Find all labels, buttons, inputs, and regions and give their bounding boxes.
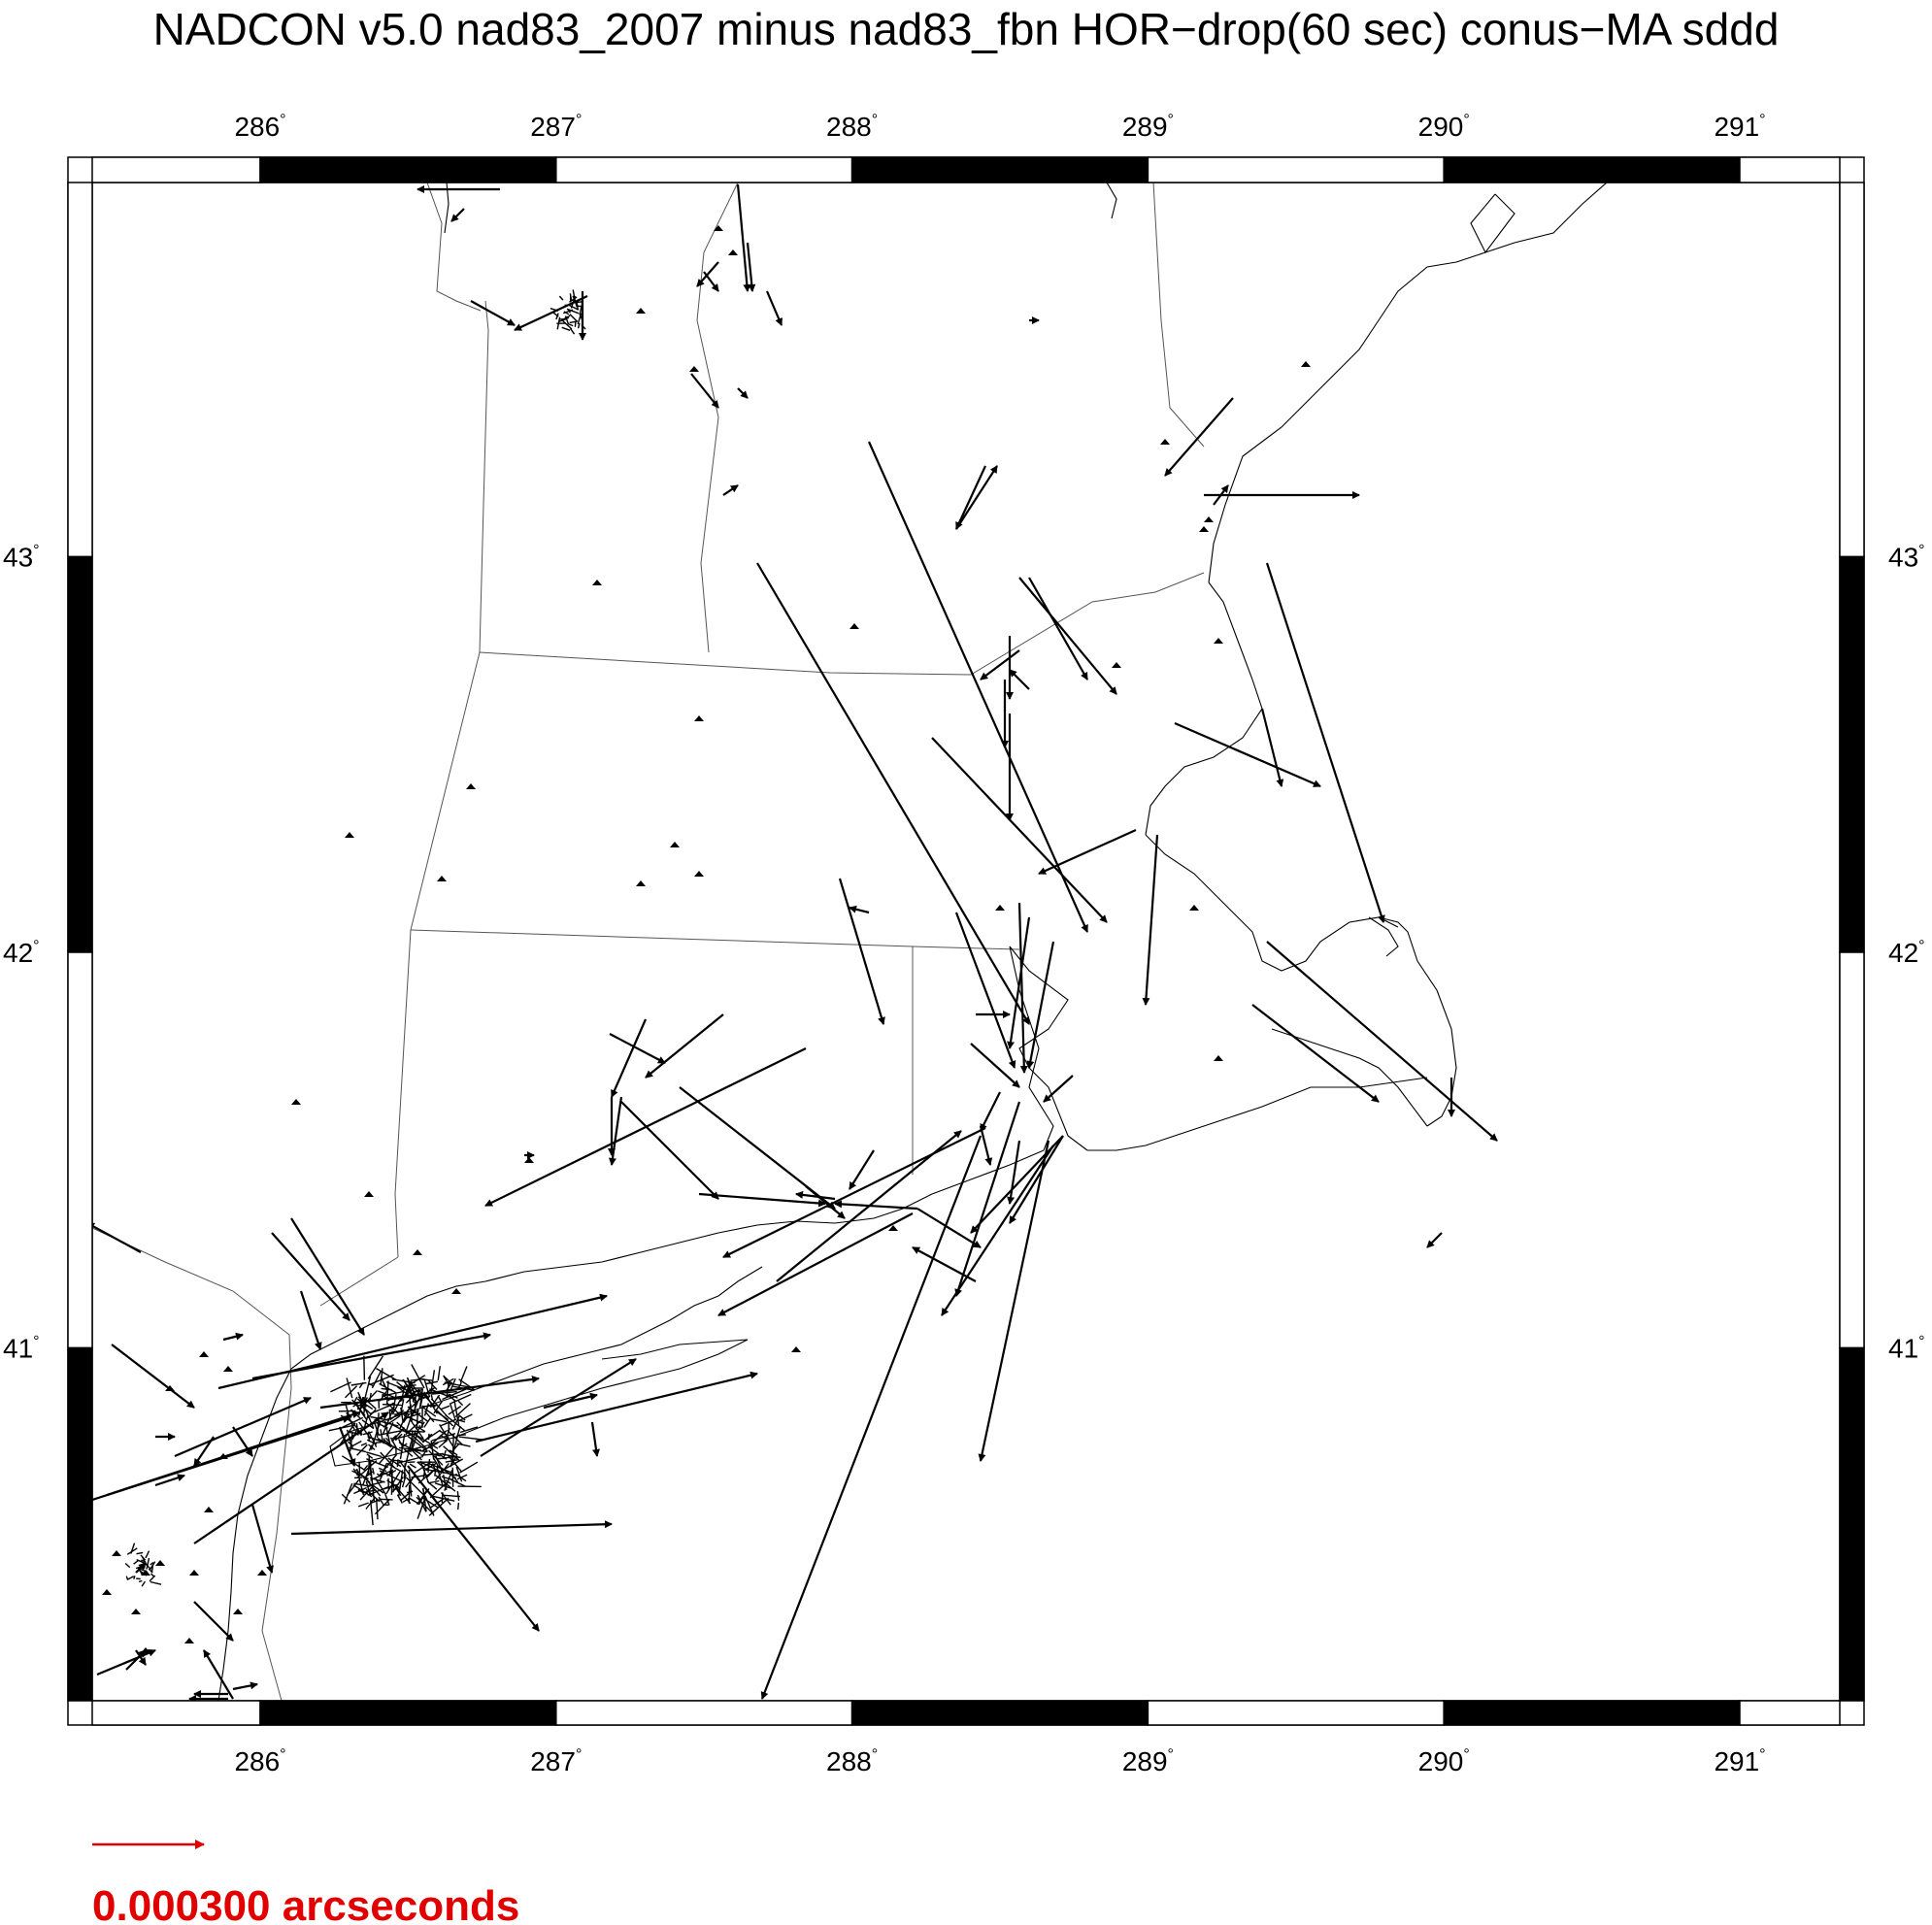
- vector-arrowhead: [155, 1560, 165, 1566]
- frame-top-segment: [1444, 157, 1740, 183]
- displacement-vector: [291, 1218, 364, 1335]
- vector-arrowhead: [1160, 439, 1170, 445]
- lat-tick-label-left: 42°: [3, 938, 40, 968]
- cluster-vector: [458, 1401, 463, 1406]
- cluster-vector: [368, 1437, 389, 1444]
- cluster-vector: [126, 1577, 127, 1580]
- frame-bottom-segment: [1444, 1701, 1740, 1725]
- frame-top-segment: [260, 157, 556, 183]
- displacement-vector: [757, 563, 1029, 1024]
- displacement-vector: [1262, 709, 1282, 786]
- displacement-vector: [956, 913, 1015, 1068]
- lon-tick-label-top: 289°: [1121, 112, 1174, 142]
- vector-arrowhead: [714, 225, 723, 231]
- lat-tick-label-right: 43°: [1888, 542, 1925, 573]
- frame-bottom-segment: [1740, 1701, 1840, 1725]
- cluster-vector: [134, 1576, 135, 1578]
- cluster-vector: [359, 1462, 360, 1473]
- cluster-vector: [392, 1428, 405, 1443]
- displacement-vector: [748, 243, 752, 291]
- frame-right-segment: [1840, 183, 1864, 557]
- displacement-vector: [476, 1374, 757, 1442]
- ny-vt-north: [427, 183, 481, 311]
- cluster-vector: [397, 1412, 409, 1413]
- displacement-vector: [592, 1422, 597, 1456]
- tick-labels: [3, 112, 1925, 1776]
- vector-arrowhead: [413, 1249, 422, 1255]
- frame-bottom-segment: [556, 1701, 852, 1725]
- frame-bottom-segment: [1148, 1701, 1444, 1725]
- cluster-vector: [351, 1382, 367, 1385]
- frame-top-segment: [92, 157, 260, 183]
- displacement-vector: [175, 1398, 311, 1456]
- vector-arrowhead: [728, 249, 738, 255]
- displacement-vector: [194, 1602, 233, 1641]
- vector-arrowhead: [257, 1570, 267, 1576]
- cluster-vector: [352, 1442, 362, 1446]
- cluster-vector: [330, 1382, 350, 1392]
- lon-tick-label-bottom: 291°: [1714, 1746, 1766, 1776]
- displacement-vector: [301, 1291, 320, 1349]
- cluster-vector: [459, 1437, 483, 1440]
- frame-top-segment: [852, 157, 1149, 183]
- vector-arrowhead: [223, 1366, 233, 1372]
- displacement-vector: [612, 1097, 621, 1165]
- displacement-vector: [762, 1136, 981, 1699]
- maine-island: [1471, 194, 1515, 252]
- vector-arrowhead: [636, 880, 646, 886]
- lon-tick-label-bottom: 287°: [530, 1746, 583, 1776]
- cluster-vector: [460, 1462, 478, 1473]
- cluster-vector: [380, 1499, 393, 1500]
- vector-arrowhead: [636, 308, 646, 314]
- long-island-south-fork: [602, 1340, 748, 1359]
- vector-arrowhead: [689, 366, 699, 372]
- vector-arrowhead: [592, 580, 602, 585]
- cluster-vector: [410, 1464, 416, 1468]
- cluster-vector: [435, 1471, 436, 1477]
- cape-cod-tip: [1369, 917, 1398, 956]
- cluster-vector: [384, 1438, 385, 1444]
- vector-arrowhead: [1112, 662, 1121, 668]
- vector-arrowhead: [345, 832, 354, 838]
- cluster-vector: [137, 1552, 144, 1553]
- frame-right-segment: [1840, 952, 1864, 1348]
- cluster-vector: [139, 1581, 142, 1582]
- state-boundaries: [92, 183, 1204, 1701]
- displacement-vector: [718, 1213, 913, 1315]
- cluster-vector: [416, 1410, 417, 1429]
- lon-tick-label-top: 291°: [1714, 112, 1766, 142]
- cluster-vector: [150, 1576, 155, 1581]
- cluster-vector: [570, 315, 577, 321]
- cluster-vector: [458, 1420, 465, 1422]
- lat-tick-label-left: 43°: [3, 542, 40, 573]
- cluster-vector: [460, 1367, 467, 1383]
- nj-coast: [218, 1369, 291, 1701]
- cluster-vector: [125, 1564, 130, 1568]
- displacement-vector: [869, 442, 1087, 932]
- cape-cod-south: [1087, 1078, 1427, 1150]
- displacement-vector: [646, 1014, 723, 1078]
- displacement-vector: [1044, 1076, 1073, 1102]
- displacement-vector: [1427, 1233, 1442, 1247]
- cluster-vector: [453, 1434, 454, 1461]
- ny-ma-border: [411, 652, 480, 930]
- displacement-vector: [1165, 398, 1233, 476]
- cluster-vector: [372, 1477, 375, 1503]
- vector-arrowhead: [184, 1638, 194, 1643]
- nh-me-border: [1153, 183, 1204, 447]
- lon-tick-label-top: 290°: [1417, 112, 1470, 142]
- vector-arrowhead: [204, 1507, 214, 1512]
- vector-arrowhead: [995, 905, 1005, 911]
- displacement-vector: [981, 1092, 1000, 1131]
- frame-bottom-segment: [852, 1701, 1149, 1725]
- cluster-vector: [342, 1456, 364, 1470]
- lon-tick-label-bottom: 289°: [1121, 1746, 1174, 1776]
- displacement-vector: [621, 1102, 718, 1199]
- maine-coast: [1209, 183, 1607, 582]
- cluster-vector: [150, 1582, 161, 1585]
- vector-arrowhead: [1189, 905, 1199, 911]
- cluster-vector: [575, 321, 576, 327]
- cluster-vector: [407, 1462, 415, 1463]
- lon-tick-label-bottom: 288°: [826, 1746, 879, 1776]
- displacement-vector: [451, 209, 464, 221]
- frame-top-segment: [556, 157, 852, 183]
- cluster-vector: [134, 1560, 139, 1564]
- displacement-vector: [840, 879, 883, 1024]
- lon-tick-label-bottom: 286°: [234, 1746, 286, 1776]
- vector-arrowhead: [524, 1157, 534, 1163]
- displacement-vector: [112, 1344, 194, 1408]
- cluster-vector: [368, 1391, 378, 1401]
- frame-right-segment: [1840, 557, 1864, 953]
- displacement-vector: [471, 301, 515, 325]
- displacement-vectors: [87, 184, 1497, 1699]
- vector-arrowhead: [451, 1288, 461, 1294]
- displacement-vector: [691, 374, 718, 408]
- cluster-vector: [571, 329, 575, 335]
- frame-inner: [92, 183, 1840, 1701]
- displacement-vector: [1146, 835, 1157, 1005]
- displacement-vector: [849, 1150, 874, 1189]
- vector-arrowhead: [364, 1191, 374, 1197]
- displacement-vector: [252, 1505, 272, 1573]
- ct-north-border: [411, 930, 913, 946]
- cluster-vector: [373, 1468, 375, 1475]
- displacement-vector: [87, 1223, 141, 1252]
- displacement-vector: [723, 1128, 985, 1257]
- displacement-vector: [835, 1204, 917, 1209]
- lon-tick-label-bottom: 290°: [1417, 1746, 1470, 1776]
- displacement-vector: [1029, 578, 1087, 680]
- vector-arrowhead: [466, 783, 476, 789]
- cluster-vector: [364, 1356, 365, 1380]
- cluster-vector: [562, 327, 570, 330]
- displacement-vector: [272, 1233, 350, 1320]
- displacement-vector: [1010, 670, 1029, 689]
- vector-arrowhead: [1214, 1055, 1223, 1061]
- frame-left-segment: [68, 1348, 92, 1702]
- cluster-vector: [404, 1415, 422, 1423]
- vector-arrowhead: [437, 876, 447, 881]
- displacement-vector: [233, 1684, 257, 1689]
- lat-tick-label-right: 42°: [1888, 938, 1925, 968]
- cluster-vector: [368, 1433, 369, 1440]
- lon-tick-label-top: 286°: [234, 112, 286, 142]
- cluster-vector: [142, 1581, 145, 1586]
- vector-arrowhead: [1301, 361, 1311, 367]
- vector-arrowhead: [291, 1099, 301, 1105]
- displacement-vector: [738, 184, 748, 291]
- cluster-vector: [570, 321, 578, 323]
- scale-label: 0.000300 arcseconds: [92, 1882, 520, 1925]
- frame-top-segment: [1740, 157, 1840, 183]
- cluster-vector: [389, 1411, 390, 1420]
- cluster-vector: [438, 1366, 440, 1380]
- vector-arrowhead: [102, 1589, 112, 1595]
- frame-bottom-segment: [92, 1701, 260, 1725]
- nj-ny-border: [92, 1228, 291, 1388]
- displacement-vector: [932, 738, 1107, 922]
- coastlines: [218, 183, 1607, 1701]
- map-area: [87, 183, 1607, 1701]
- displacement-vector: [697, 262, 718, 286]
- displacement-vector: [1175, 723, 1320, 786]
- cluster-vector: [371, 1500, 373, 1525]
- vector-arrowhead: [233, 1609, 243, 1614]
- ri-north-border: [913, 946, 1019, 949]
- cluster-vector: [369, 1455, 370, 1476]
- displacement-vector: [849, 908, 869, 913]
- displacement-vector: [738, 388, 748, 398]
- vector-arrowhead: [1214, 638, 1223, 644]
- displacement-vector: [956, 466, 985, 529]
- ny-ct-coast-border: [320, 1257, 398, 1306]
- frame-top-segment: [1148, 157, 1444, 183]
- displacement-vector: [956, 466, 997, 529]
- vector-arrowhead: [112, 1550, 121, 1556]
- cluster-vector: [368, 1356, 383, 1378]
- cluster-vector: [565, 305, 571, 306]
- nyc-dense-vector-cluster: [125, 290, 585, 1587]
- vector-arrowhead: [131, 1609, 141, 1614]
- cape-cod-inner: [1272, 1029, 1427, 1126]
- map-title: NADCON v5.0 nad83_2007 minus nad83_fbn HOR−drop(60 sec) conus−MA sddd: [152, 4, 1780, 54]
- vector-arrowhead: [1199, 526, 1209, 532]
- displacement-vector: [223, 1335, 243, 1340]
- frame-left-segment: [68, 183, 92, 557]
- lat-tick-label-left: 41°: [3, 1333, 40, 1364]
- cluster-vector: [358, 1503, 369, 1507]
- frame-left-segment: [68, 952, 92, 1348]
- frame-bottom-segment: [260, 1701, 556, 1725]
- vector-arrowhead: [694, 871, 704, 877]
- displacement-vector: [612, 1019, 646, 1097]
- frame-right-segment: [1840, 1348, 1864, 1702]
- cluster-vector: [455, 1404, 470, 1417]
- cluster-vector: [146, 1551, 150, 1558]
- ny-vt-border: [480, 301, 488, 652]
- displacement-vector: [204, 1650, 233, 1699]
- frame-left-segment: [68, 557, 92, 953]
- lat-tick-label-right: 41°: [1888, 1333, 1925, 1364]
- cluster-vector: [372, 1371, 381, 1388]
- lon-tick-label-top: 288°: [826, 112, 879, 142]
- vector-arrowhead: [189, 1570, 199, 1576]
- displacement-vector: [291, 1524, 612, 1534]
- vector-arrowhead: [849, 623, 859, 629]
- displacement-vector: [1029, 942, 1053, 1068]
- cluster-vector: [151, 1574, 154, 1577]
- ny-ct-border: [395, 930, 411, 1257]
- vector-arrowhead: [199, 1351, 209, 1357]
- ma-north-shore: [1146, 582, 1262, 835]
- ma-north-border: [480, 573, 1204, 675]
- displacement-vector: [971, 1044, 1019, 1087]
- vector-arrowhead: [670, 842, 680, 847]
- displacement-vector: [252, 1335, 490, 1378]
- cluster-vector: [131, 1543, 135, 1554]
- cluster-vector: [376, 1443, 382, 1444]
- vector-arrowhead: [141, 1647, 150, 1653]
- displacement-vector: [1019, 578, 1116, 694]
- cluster-vector: [361, 1444, 367, 1445]
- cluster-vector: [422, 1406, 438, 1408]
- cluster-vector: [458, 1503, 459, 1510]
- displacement-vector: [544, 1395, 597, 1408]
- displacement-vector: [1010, 1141, 1019, 1204]
- cluster-vector: [568, 315, 570, 319]
- small-lake: [1107, 183, 1116, 218]
- cluster-vector: [393, 1460, 403, 1461]
- cluster-vector: [387, 1380, 388, 1405]
- cluster-vector: [441, 1406, 450, 1409]
- displacement-vector: [981, 1126, 990, 1165]
- vector-arrowhead: [791, 1346, 801, 1352]
- displacement-vector: [1267, 563, 1383, 922]
- displacement-vector: [723, 485, 738, 495]
- displacement-vector: [97, 1650, 155, 1675]
- vector-arrowhead: [694, 715, 704, 721]
- cluster-vector: [559, 296, 563, 300]
- lon-tick-label-top: 287°: [530, 112, 583, 142]
- displacement-vector: [767, 291, 782, 325]
- vector-arrowhead: [1204, 516, 1214, 522]
- ma-south-shore: [1146, 835, 1398, 971]
- scale-legend: [92, 1844, 519, 1925]
